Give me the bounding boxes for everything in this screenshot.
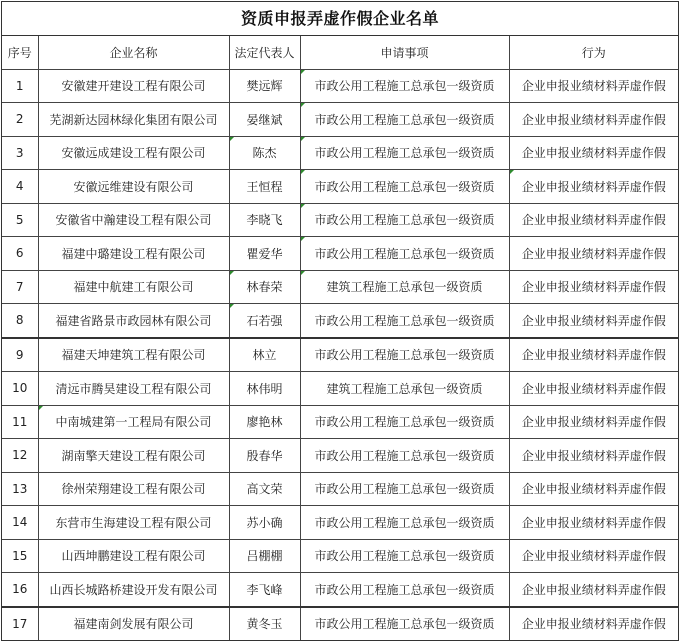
cell-company: 福建中航建工有限公司: [38, 270, 229, 304]
cell-no: 15: [2, 539, 38, 573]
cell-company: 湖南擎天建设工程有限公司: [38, 439, 229, 473]
cell-company: 安徽远成建设工程有限公司: [38, 136, 229, 170]
table-row: [2, 237, 678, 271]
table-row: [2, 170, 678, 204]
cell-legal-rep: 廖艳林: [229, 405, 300, 439]
table-row: [2, 203, 678, 237]
cell-company: 山西长城路桥建设开发有限公司: [38, 573, 229, 607]
cell-behavior: 企业申报业绩材料弄虚作假: [509, 506, 678, 540]
cell-no: 8: [2, 304, 38, 338]
cell-behavior: 企业申报业绩材料弄虚作假: [509, 338, 678, 372]
cell-application: 市政公用工程施工总承包一级资质: [300, 405, 509, 439]
cell-application: 市政公用工程施工总承包一级资质: [300, 304, 509, 338]
cell-company: 福建省路景市政园林有限公司: [38, 304, 229, 338]
enterprise-list-sheet: [1, 1, 679, 641]
table-row: [2, 304, 678, 338]
cell-legal-rep: 吕棚棚: [229, 539, 300, 573]
cell-no: 2: [2, 103, 38, 137]
cell-behavior: 企业申报业绩材料弄虚作假: [509, 304, 678, 338]
cell-company: 安徽省中瀚建设工程有限公司: [38, 203, 229, 237]
table-row: [2, 607, 678, 641]
cell-application: 市政公用工程施工总承包一级资质: [300, 338, 509, 372]
cell-no: 3: [2, 136, 38, 170]
cell-no: 6: [2, 237, 38, 271]
cell-legal-rep: 晏继斌: [229, 103, 300, 137]
cell-application: 市政公用工程施工总承包一级资质: [300, 539, 509, 573]
cell-company: 福建天坤建筑工程有限公司: [38, 338, 229, 372]
cell-company: 福建中璐建设工程有限公司: [38, 237, 229, 271]
table-row: [2, 573, 678, 607]
table-row: [2, 270, 678, 304]
cell-no: 13: [2, 472, 38, 506]
cell-application: 市政公用工程施工总承包一级资质: [300, 203, 509, 237]
table-row: [2, 338, 678, 372]
cell-behavior: 企业申报业绩材料弄虚作假: [509, 69, 678, 103]
header-behavior: 行为: [509, 36, 678, 69]
cell-legal-rep: 樊远辉: [229, 69, 300, 103]
cell-legal-rep: 王恒程: [229, 170, 300, 204]
enterprise-table: [2, 36, 678, 640]
cell-company: 安徽建开建设工程有限公司: [38, 69, 229, 103]
cell-legal-rep: 林春荣: [229, 270, 300, 304]
cell-behavior: 企业申报业绩材料弄虚作假: [509, 270, 678, 304]
cell-application: 市政公用工程施工总承包一级资质: [300, 607, 509, 641]
cell-legal-rep: 石若强: [229, 304, 300, 338]
cell-legal-rep: 林立: [229, 338, 300, 372]
table-row: [2, 506, 678, 540]
cell-application: 建筑工程施工总承包一级资质: [300, 270, 509, 304]
cell-legal-rep: 李晓飞: [229, 203, 300, 237]
cell-behavior: 企业申报业绩材料弄虚作假: [509, 607, 678, 641]
table-row: [2, 136, 678, 170]
cell-behavior: 企业申报业绩材料弄虚作假: [509, 170, 678, 204]
cell-no: 10: [2, 372, 38, 406]
cell-application: 市政公用工程施工总承包一级资质: [300, 439, 509, 473]
cell-behavior: 企业申报业绩材料弄虚作假: [509, 237, 678, 271]
table-row: [2, 472, 678, 506]
cell-legal-rep: 苏小确: [229, 506, 300, 540]
cell-application: 市政公用工程施工总承包一级资质: [300, 103, 509, 137]
cell-company: 徐州荣翔建设工程有限公司: [38, 472, 229, 506]
cell-behavior: 企业申报业绩材料弄虚作假: [509, 372, 678, 406]
cell-company: 中南城建第一工程局有限公司: [38, 405, 229, 439]
cell-behavior: 企业申报业绩材料弄虚作假: [509, 539, 678, 573]
cell-behavior: 企业申报业绩材料弄虚作假: [509, 439, 678, 473]
cell-legal-rep: 殷春华: [229, 439, 300, 473]
cell-company: 福建南剑发展有限公司: [38, 607, 229, 641]
header-legal-rep: 法定代表人: [229, 36, 300, 69]
cell-no: 17: [2, 607, 38, 641]
cell-behavior: 企业申报业绩材料弄虚作假: [509, 203, 678, 237]
cell-company: 东营市生海建设工程有限公司: [38, 506, 229, 540]
cell-application: 市政公用工程施工总承包一级资质: [300, 472, 509, 506]
cell-application: 市政公用工程施工总承包一级资质: [300, 170, 509, 204]
cell-application: 市政公用工程施工总承包一级资质: [300, 69, 509, 103]
cell-no: 12: [2, 439, 38, 473]
cell-company: 山西坤鹏建设工程有限公司: [38, 539, 229, 573]
cell-application: 市政公用工程施工总承包一级资质: [300, 136, 509, 170]
cell-legal-rep: 陈杰: [229, 136, 300, 170]
table-row: [2, 539, 678, 573]
cell-application: 建筑工程施工总承包一级资质: [300, 372, 509, 406]
cell-no: 14: [2, 506, 38, 540]
cell-application: 市政公用工程施工总承包一级资质: [300, 237, 509, 271]
cell-behavior: 企业申报业绩材料弄虚作假: [509, 573, 678, 607]
header-row: [2, 36, 678, 69]
cell-company: 芜湖新达园林绿化集团有限公司: [38, 103, 229, 137]
cell-no: 7: [2, 270, 38, 304]
table-row: [2, 405, 678, 439]
cell-company: 清远市腾昊建设工程有限公司: [38, 372, 229, 406]
cell-no: 11: [2, 405, 38, 439]
sheet-title: 资质申报弄虚作假企业名单: [2, 2, 678, 36]
cell-no: 4: [2, 170, 38, 204]
header-no: 序号: [2, 36, 38, 69]
table-row: [2, 103, 678, 137]
cell-legal-rep: 瞿爱华: [229, 237, 300, 271]
cell-no: 9: [2, 338, 38, 372]
cell-behavior: 企业申报业绩材料弄虚作假: [509, 472, 678, 506]
cell-application: 市政公用工程施工总承包一级资质: [300, 506, 509, 540]
cell-application: 市政公用工程施工总承包一级资质: [300, 573, 509, 607]
cell-no: 5: [2, 203, 38, 237]
cell-no: 1: [2, 69, 38, 103]
table-row: [2, 439, 678, 473]
cell-legal-rep: 高文荣: [229, 472, 300, 506]
table-row: [2, 372, 678, 406]
table-row: [2, 69, 678, 103]
cell-behavior: 企业申报业绩材料弄虚作假: [509, 136, 678, 170]
header-application: 申请事项: [300, 36, 509, 69]
cell-legal-rep: 林伟明: [229, 372, 300, 406]
cell-no: 16: [2, 573, 38, 607]
cell-behavior: 企业申报业绩材料弄虚作假: [509, 103, 678, 137]
cell-company: 安徽远维建设有限公司: [38, 170, 229, 204]
cell-behavior: 企业申报业绩材料弄虚作假: [509, 405, 678, 439]
header-company: 企业名称: [38, 36, 229, 69]
cell-legal-rep: 黄冬玉: [229, 607, 300, 641]
cell-legal-rep: 李飞峰: [229, 573, 300, 607]
